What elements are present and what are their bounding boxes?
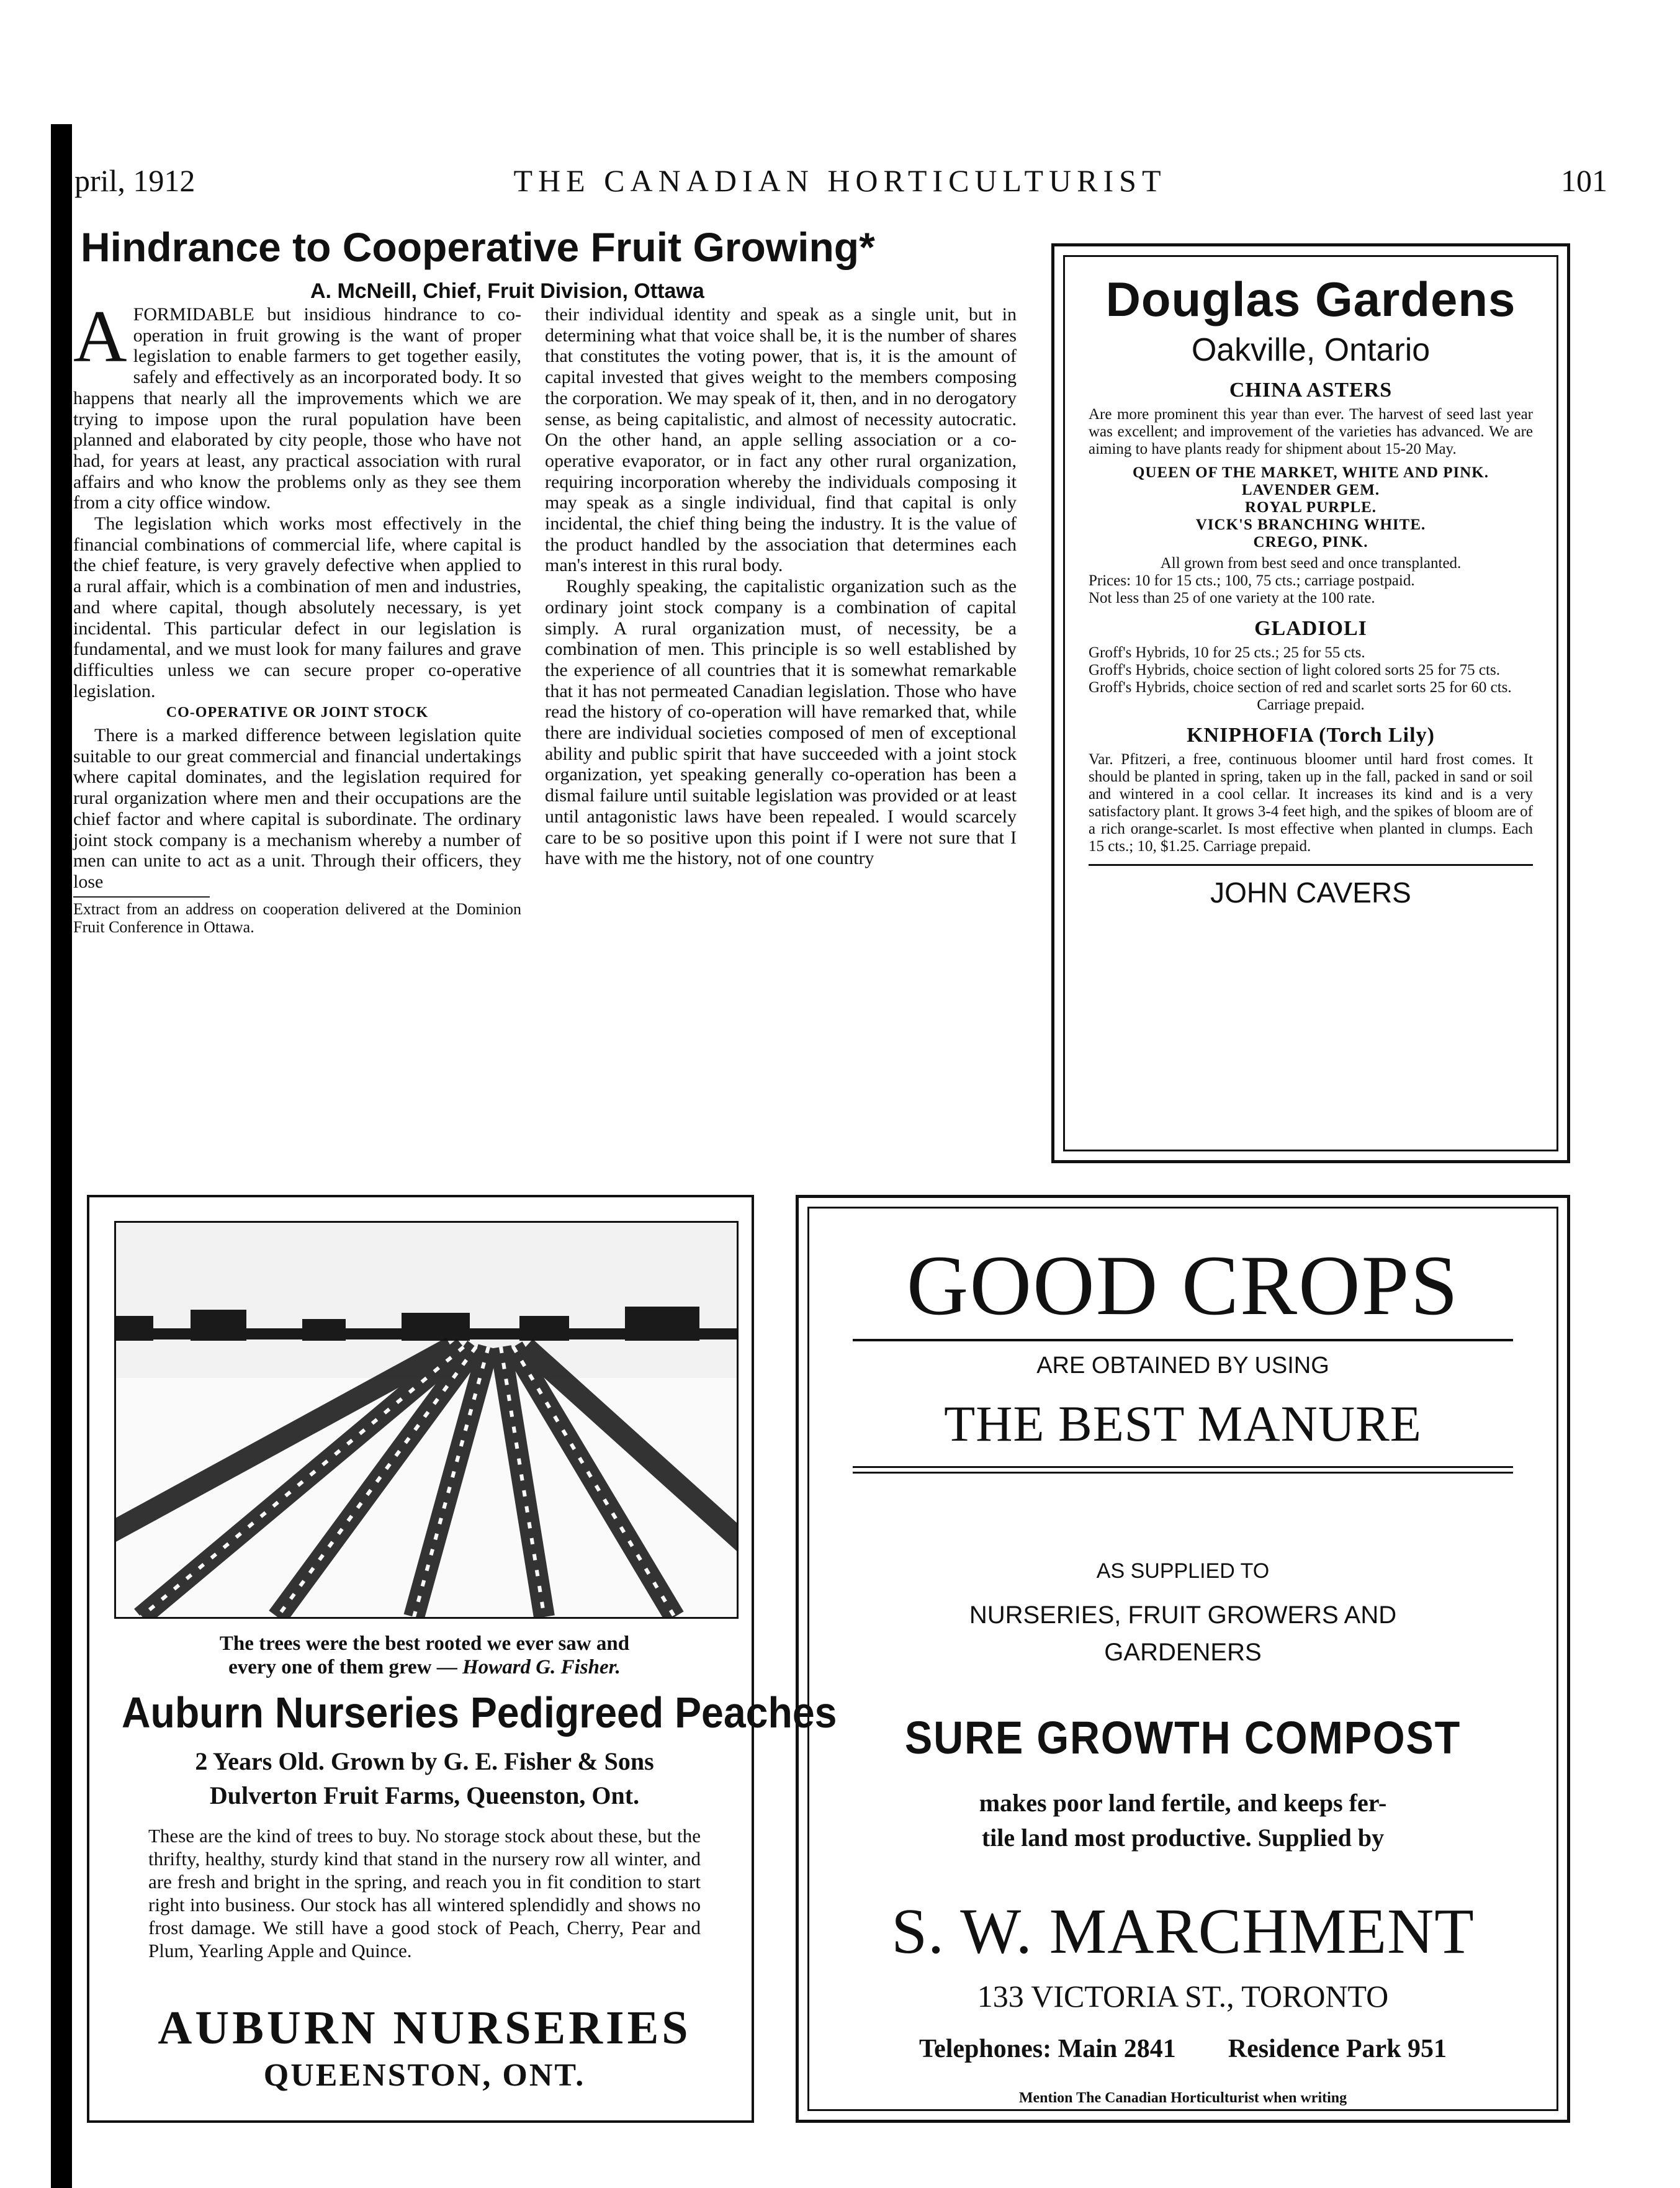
drop-cap: A bbox=[73, 295, 127, 377]
article-subhead: CO-OPERATIVE OR JOINT STOCK bbox=[166, 705, 429, 721]
customer-line: NURSERIES, FRUIT GROWERS AND bbox=[969, 1601, 1397, 1629]
double-divider bbox=[853, 1466, 1513, 1474]
ad-text: ARE OBTAINED BY USING bbox=[1036, 1353, 1329, 1379]
photo-caption bbox=[114, 1632, 735, 1679]
caption-line: The trees were the best rooted we ever saw and bbox=[219, 1632, 630, 1655]
ad-text: All grown from best seed and once transplanted. bbox=[1160, 554, 1462, 572]
ad-text: Var. Pfitzeri, a free, continuous bloomer until hard frost comes. It should be planted in spring, taken up in the fall, packed in sand or soil and wintered in a cool cellar. It increases its kind and is a very satisfactory plant. It grows 3-4 feet high, and the spikes of bloom are of a rich orange-scarlet. Is most effective when planted in clumps. Each 15 cts.; 10, $1.25. Carriage prepaid. bbox=[1089, 750, 1533, 855]
product-description bbox=[809, 1786, 1556, 1855]
ad-title: GOOD CROPS bbox=[906, 1238, 1460, 1333]
nursery-location: QUEENSTON, ONT. bbox=[263, 2058, 586, 2093]
masthead: THE CANADIAN HORTICULTURIST bbox=[513, 163, 1167, 198]
footnote: Extract from an address on cooperation delivered at the Dominion Fruit Conference in Ottawa. bbox=[73, 899, 521, 936]
caption-author: Howard G. Fisher. bbox=[462, 1656, 621, 1678]
ad-text: AS SUPPLIED TO bbox=[1096, 1559, 1270, 1583]
issue-date: pril, 1912 bbox=[74, 163, 195, 198]
auburn-nurseries-ad bbox=[87, 1195, 837, 2123]
price-text: Groff's Hybrids, choice section of light colored sorts 25 for 75 cts. bbox=[1089, 661, 1500, 678]
article-title: Hindrance to Cooperative Fruit Growing* bbox=[81, 224, 875, 270]
article-paragraph: The legislation which works most effectively in the financial combinations of commercial life, where capital is the chief feature, is very gravely defective when applied to a rural affair, which is a combination of men and industries, and where capital, though absolutely necessary, is yet incidental. This particular defect in our legislation is fundamental, and we must look for many failures and grave difficulties unless we can secure proper co-operative legislation. bbox=[73, 513, 521, 701]
page-number: 101 bbox=[1561, 163, 1607, 198]
ad-body: These are the kind of trees to buy. No storage stock about these, but the thrifty, healthy, sturdy kind that stand in the nursery row all winter, and are fresh and bright in the spring, and reach you in fit condition to start right into business. Our stock has all wintered splendidly and shows no frost damage. We still have a good stock of Peach, Cherry, Pear and Plum, Yearling Apple and Quince. bbox=[148, 1825, 701, 1961]
telephone-numbers: Telephones: Main 2841 Residence Park 951 bbox=[919, 2035, 1447, 2063]
ad-subline: 2 Years Old. Grown by G. E. Fisher & Sons bbox=[195, 1747, 654, 1775]
supplier-address: 133 VICTORIA ST., TORONTO bbox=[977, 1979, 1389, 2014]
divider bbox=[1089, 864, 1533, 866]
variety-item: CREGO, PINK. bbox=[1253, 533, 1368, 551]
article-paragraph: FORMIDABLE but insidious hindrance to co-operation in fruit growing is the want of proper legislation to enable farmers to get together easily, safely and effectively as an incorporated body. It so happens that nearly all the improvements which we are trying to impose upon the rural population have been planned and elaborated by city people, those who have not had, for years at least, any practical association with rural affairs and who know the problems only as they see them from a city office window. bbox=[73, 304, 521, 513]
nursery-name: AUBURN NURSERIES bbox=[158, 2002, 691, 2054]
section-heading: KNIPHOFIA (Torch Lily) bbox=[1187, 723, 1435, 747]
variety-item: QUEEN OF THE MARKET, WHITE AND PINK. bbox=[1132, 464, 1489, 481]
good-crops-ad bbox=[796, 1195, 1570, 2123]
article-column-1 bbox=[73, 295, 521, 936]
variety-item: ROYAL PURPLE. bbox=[1244, 498, 1377, 516]
ad-text: Not less than 25 of one variety at the 100 rate. bbox=[1089, 589, 1375, 606]
variety-item: LAVENDER GEM. bbox=[1241, 481, 1380, 498]
proprietor-name: JOHN CAVERS bbox=[1210, 876, 1411, 909]
caption-line: every one of them grew — bbox=[228, 1656, 463, 1678]
article-column-2 bbox=[545, 304, 1017, 869]
ad-location: Oakville, Ontario bbox=[1191, 331, 1431, 368]
description-line: makes poor land fertile, and keeps fer- bbox=[979, 1789, 1387, 1817]
orchard-rows-image bbox=[116, 1223, 737, 1617]
price-text: Groff's Hybrids, choice section of red and scarlet sorts 25 for 60 cts. bbox=[1089, 678, 1512, 696]
ad-subline: Dulverton Fruit Farms, Queenston, Ont. bbox=[209, 1781, 640, 1809]
divider bbox=[853, 1339, 1513, 1341]
variety-item: VICK'S BRANCHING WHITE. bbox=[1195, 516, 1426, 533]
price-text: Groff's Hybrids, 10 for 25 cts.; 25 for 55 cts. bbox=[1089, 644, 1365, 661]
description-line: tile land most productive. Supplied by bbox=[981, 1824, 1385, 1852]
douglas-gardens-ad bbox=[1051, 243, 1570, 1163]
supplier-name: S. W. MARCHMENT bbox=[891, 1896, 1475, 1967]
customer-list bbox=[809, 1596, 1556, 1671]
article-paragraph: There is a marked difference between legislation quite suitable to our great commercial and financial undertakings where capital dominates, and the legislation required for rural organization where men and their occupations are the chief factor and where capital is subordinate. The ordinary joint stock company is a mechanism whereby a number of men can unite to act as a unit. Through their officers, they lose bbox=[73, 725, 521, 892]
footnote-rule bbox=[73, 896, 210, 898]
article-paragraph: Roughly speaking, the capitalistic organization such as the ordinary joint stock company is a combination of capital simply. A rural organization must, of necessity, be a combination of men. This principle is so well established by the experience of all countries that it is somewhat remarkable that it has not permeated Canadian legislation. Those who have read the history of co-operation will have remarked that, while there are individual societies composed of men of exceptional ability and public spirit that have succeeded with a joint stock organization, yet speaking generally co-operation has been a dismal failure until suitable legislation was provided or at least until antagonistic laws have been repealed. I would scarcely care to be so positive upon this point if I were not sure that I have with me the history, not of one country bbox=[545, 576, 1017, 869]
mention-note: Mention The Canadian Horticulturist when writing bbox=[1018, 2090, 1347, 2106]
ad-title: Douglas Gardens bbox=[1105, 272, 1516, 326]
article-paragraph: their individual identity and speak as a single unit, but in determining what that voice shall be, it is the number of shares that constitutes the voting power, that is, it is the amount of capital invested that gives weight to the members composing the corporation. We may speak of it, then, and in no derogatory sense, as being capitalistic, and almost of necessity autocratic. On the other hand, an apple selling association or a co-operative evaporator, or in fact any other rural organization, requiring incorporation whereby the individuals composing it may speak as a single individual, find that capital is only incidental, the chief thing being the industry. It is the value of the product handled by the association that determines each man's interest in this rural body. bbox=[545, 304, 1017, 576]
binding-strip bbox=[51, 124, 72, 2188]
section-heading: GLADIOLI bbox=[1254, 616, 1367, 640]
ad-text: Are more prominent this year than ever. The harvest of seed last year was excellent; and improvement of the varieties has advanced. We are aiming to have plants ready for shipment about 15-20 May. bbox=[1089, 405, 1533, 457]
section-heading: CHINA ASTERS bbox=[1229, 378, 1393, 402]
orchard-photo bbox=[114, 1221, 739, 1619]
customer-line: GARDENERS bbox=[1104, 1639, 1262, 1666]
ad-text: Carriage prepaid. bbox=[1257, 696, 1365, 713]
article-byline: A. McNeill, Chief, Fruit Division, Ottawa bbox=[310, 279, 704, 303]
price-text: Prices: 10 for 15 cts.; 100, 75 cts.; carriage postpaid. bbox=[1089, 572, 1415, 589]
ad-heading: THE BEST MANURE bbox=[944, 1395, 1422, 1452]
product-name: SURE GROWTH COMPOST bbox=[904, 1712, 1462, 1763]
ad-headline: Auburn Nurseries Pedigreed Peaches bbox=[122, 1688, 837, 1737]
